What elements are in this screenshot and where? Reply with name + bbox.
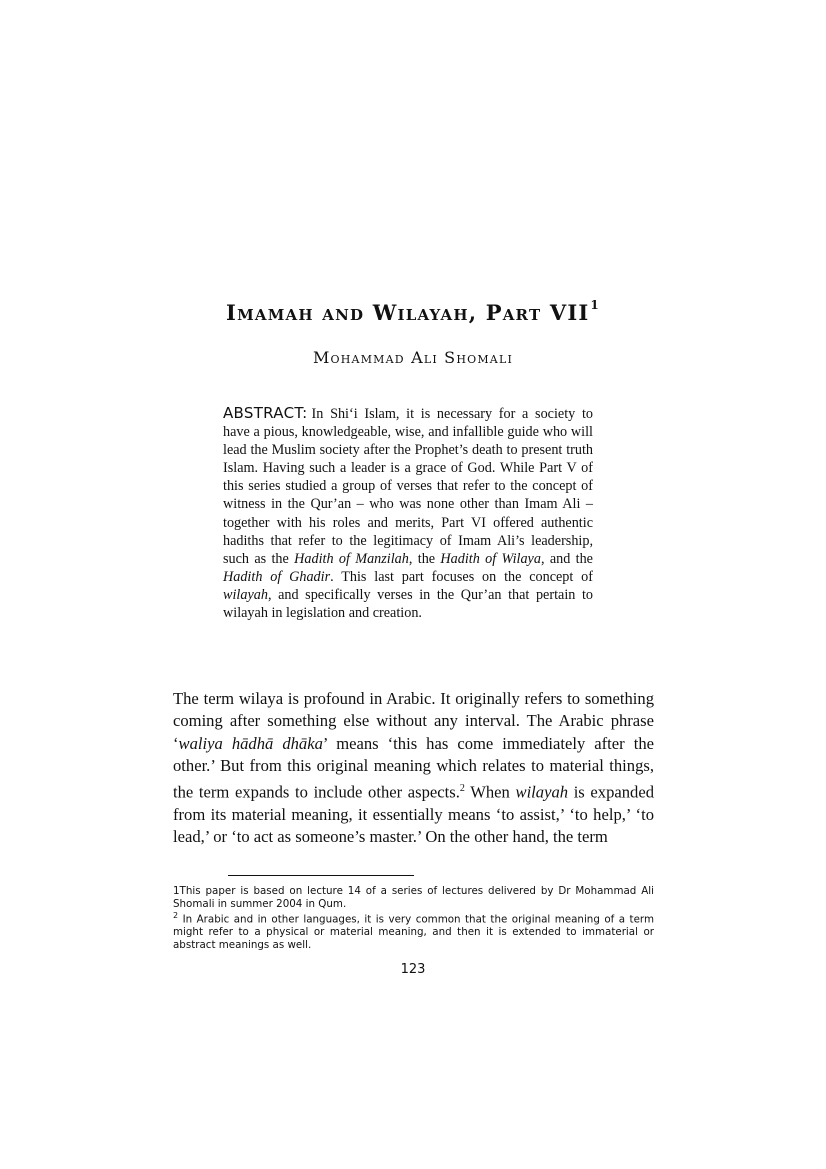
abstract-hadith-ghadir: Hadith of Ghadir — [223, 568, 331, 585]
abstract-text: , and specifically verses in the Qur’an that pertain to wilayah in legislation and creation. — [223, 586, 593, 622]
footnote-2-text: In Arabic and in other languages, it is very common that the original meaning of a term might refer to a physical or material meaning, and then it is extended to immaterial or abstract meanings as well. — [173, 913, 654, 951]
abstract-term-wilayah: wilayah — [223, 586, 268, 603]
abstract-text: In Shi‘i Islam, it is necessary for a society to have a pious, knowledgeable, wise, and infallible guide who will lead the Muslim society after the Prophet’s death to present truth Islam. Having such a leader is a grace of God. While Part V of this series studied a group of verses that refer to the concept of witness in the Qur’an – who was none other than Imam Ali – together with his roles and merits, Part VI offered authentic hadiths that refer to the legitimacy of Imam Ali’s leadership, such as the — [223, 406, 593, 567]
footnote-2-mark: 2 — [173, 911, 179, 920]
body-term-wilayah: wilayah — [515, 782, 569, 802]
body-text: is expanded from its material meaning, it essentially means ‘to assist,’ ‘to help,’ ‘to lead,’ or ‘to act as someone’s master.’ On the other hand, the term — [173, 782, 654, 846]
body-text: When — [464, 782, 516, 802]
abstract — [223, 404, 593, 622]
article-title-text: Imamah and Wilayah, Part VII — [226, 300, 590, 325]
footnote-2 — [173, 910, 654, 951]
body-text: ’ means ‘this has come immediately after the other.’ But from this original meaning which relates to material things, the term expands to include other aspects. — [173, 733, 654, 802]
body-paragraph — [173, 688, 654, 848]
footnote-ref-2[interactable]: 2 — [459, 782, 465, 794]
abstract-hadith-manzilah: Hadith of Manzilah — [294, 550, 409, 567]
abstract-text: . This last part focuses on the concept of — [330, 568, 593, 585]
footnote-1: 1This paper is based on lecture 14 of a series of lectures delivered by Dr Mohammad Ali Shomali in summer 2004 in Qum. — [173, 885, 654, 910]
abstract-label: ABSTRACT: — [223, 404, 308, 422]
abstract-text: , the — [408, 550, 441, 567]
page-number: 123 — [400, 962, 426, 977]
body-text: The term wilaya is profound in Arabic. It originally refers to something coming after something else without any interval. The Arabic phrase ‘ — [173, 689, 654, 753]
author-name: Mohammad Ali Shomali — [312, 348, 514, 367]
abstract-hadith-wilaya: Hadith of Wilaya — [440, 550, 541, 567]
title-footnote-mark: 1 — [590, 298, 600, 312]
abstract-text: , and the — [540, 550, 593, 567]
footnote-separator — [228, 875, 414, 876]
article-title — [0, 300, 826, 325]
arabic-phrase: waliya hādhā dhāka — [178, 733, 323, 753]
